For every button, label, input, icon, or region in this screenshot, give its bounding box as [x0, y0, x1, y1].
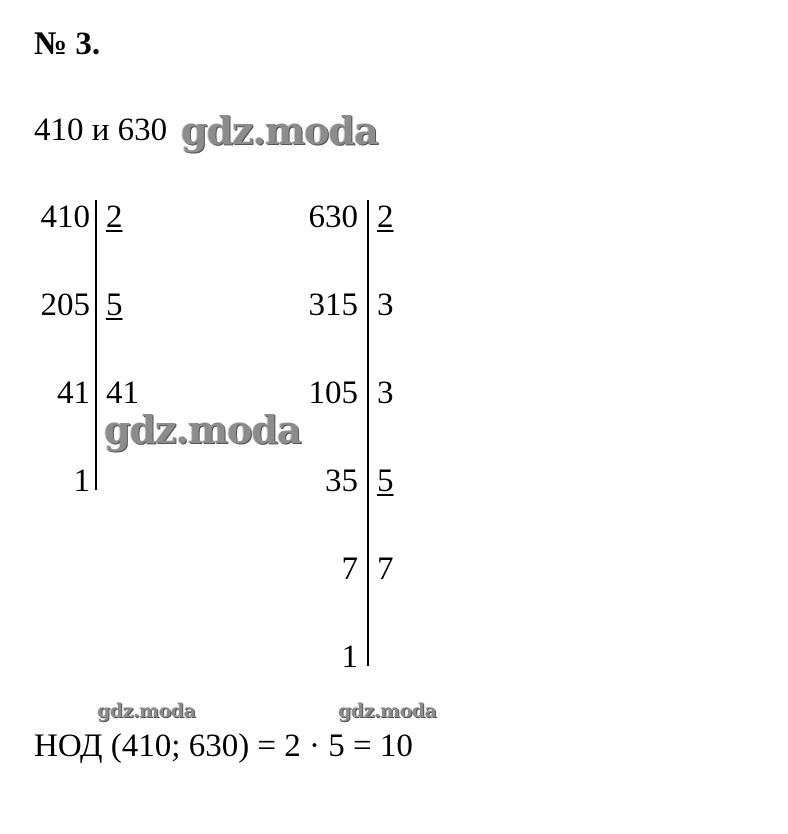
right-quotient: 1	[341, 639, 358, 675]
watermark: gdz.moda	[97, 700, 196, 722]
right-quotient: 630	[308, 199, 358, 235]
task-number: № 3.	[34, 26, 101, 62]
right-quotient: 7	[341, 551, 358, 587]
left-quotient: 410	[40, 199, 90, 235]
left-factor: 41	[106, 375, 139, 411]
left-factor: 5	[106, 287, 123, 323]
left-quotient: 205	[40, 287, 90, 323]
left-factor: 2	[106, 199, 123, 235]
watermark: gdz.moda	[338, 700, 437, 722]
task-numbers: 410 и 630	[34, 112, 168, 148]
right-factor: 5	[377, 463, 394, 499]
gcd-result: НОД (410; 630) = 2 · 5 = 10	[34, 728, 413, 764]
right-divider-line	[367, 200, 369, 666]
right-factor: 3	[377, 287, 394, 323]
right-quotient: 315	[308, 287, 358, 323]
right-factor: 7	[377, 551, 394, 587]
right-factor: 3	[377, 375, 394, 411]
watermark: gdz.moda	[104, 407, 301, 452]
right-quotient: 105	[308, 375, 358, 411]
left-divider-line	[95, 200, 97, 490]
left-quotient: 1	[73, 463, 90, 499]
watermark: gdz.moda	[181, 108, 378, 153]
right-factor: 2	[377, 199, 394, 235]
right-quotient: 35	[325, 463, 358, 499]
left-quotient: 41	[57, 375, 90, 411]
